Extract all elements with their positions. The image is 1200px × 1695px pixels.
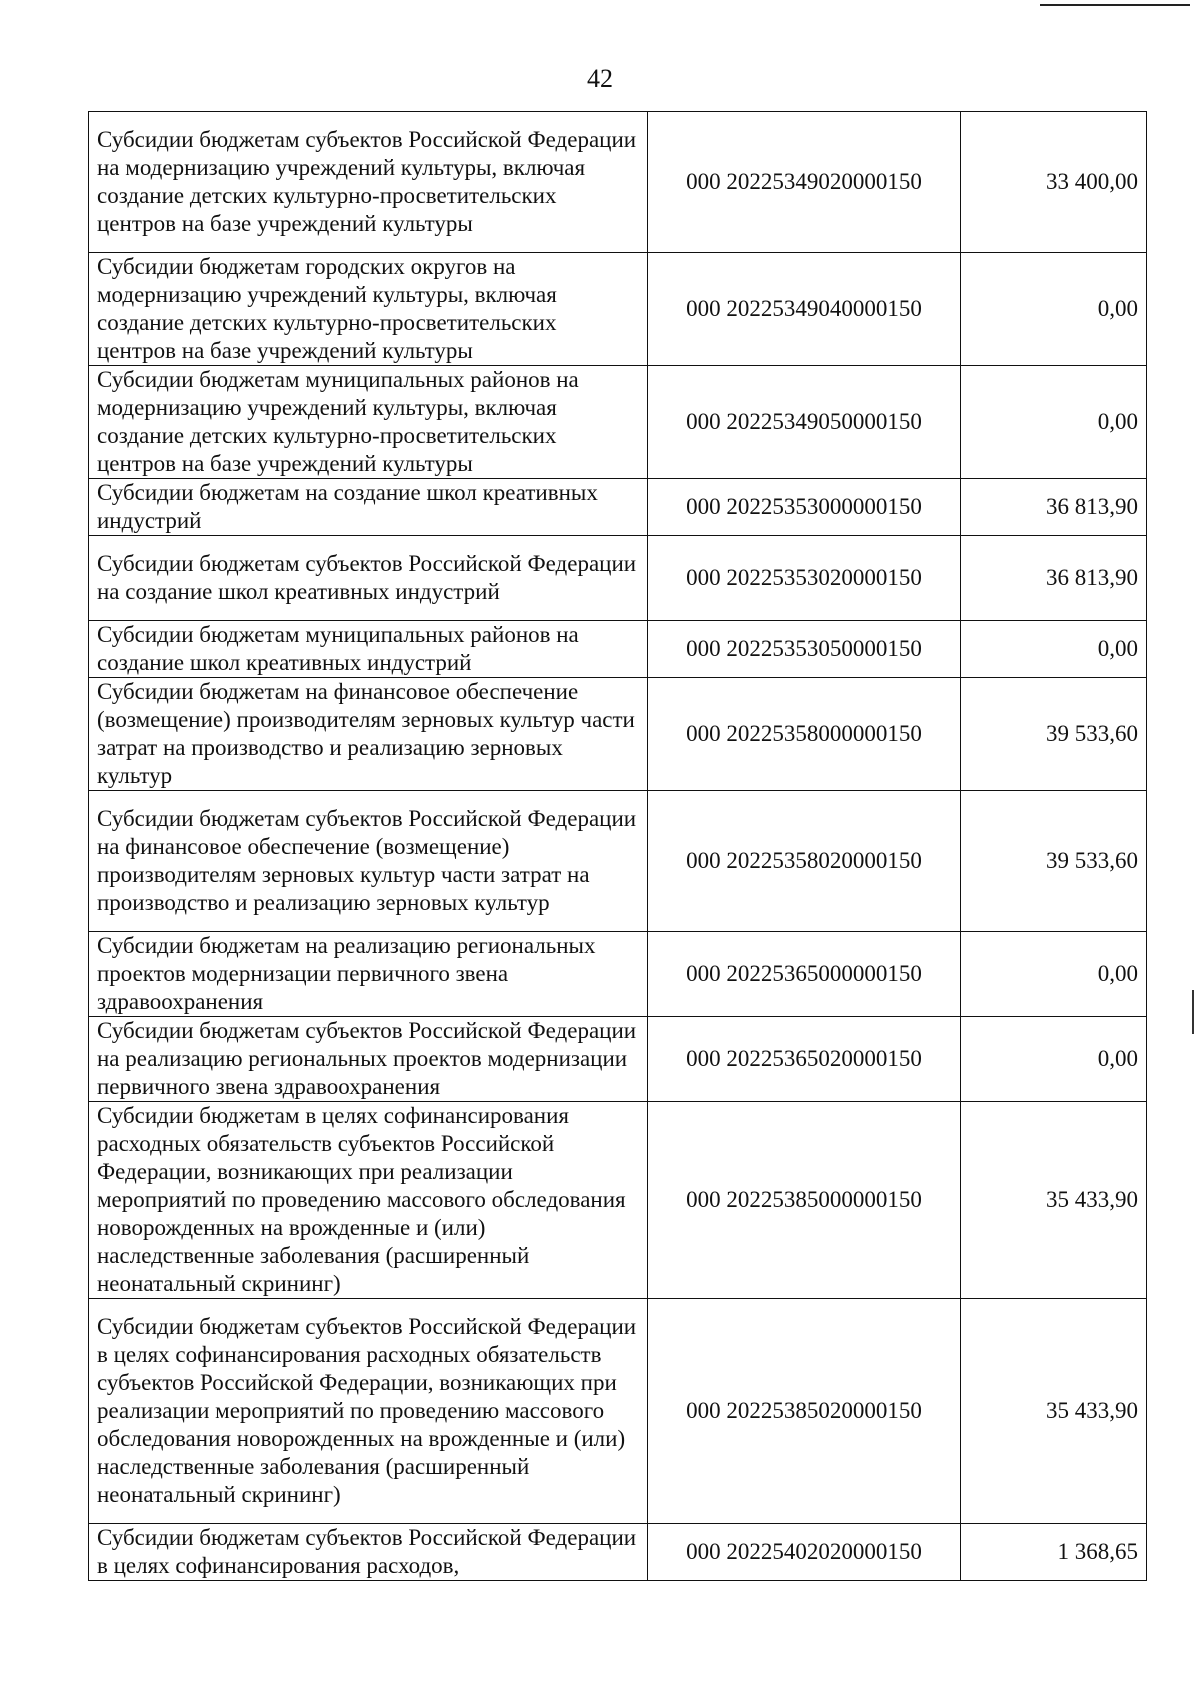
row-name-cell: Субсидии бюджетам субъектов Российской Федерации на финансовое обеспечение (возмещение) производителям зерновых культур части затрат на производство и реализацию зерновых культур [89, 791, 648, 932]
row-code-cell: 000 20225349050000150 [648, 366, 961, 479]
page-number: 42 [587, 64, 613, 93]
table-row [89, 479, 1147, 536]
row-amount-cell: 36 813,90 [961, 536, 1147, 621]
row-name-cell: Субсидии бюджетам субъектов Российской Федерации на реализацию региональных проектов модернизации первичного звена здравоохранения [89, 1017, 648, 1102]
row-code-cell: 000 20225358000000150 [648, 678, 961, 791]
table-row [89, 253, 1147, 366]
row-name-cell: Субсидии бюджетам городских округов на модернизацию учреждений культуры, включая создание детских культурно-просветительских центров на базе учреждений культуры [89, 253, 648, 366]
top-rule [1040, 4, 1190, 6]
row-code-cell: 000 20225349040000150 [648, 253, 961, 366]
row-name-cell: Субсидии бюджетам субъектов Российской Федерации на создание школ креативных индустрий [89, 536, 648, 621]
row-amount-cell: 0,00 [961, 366, 1147, 479]
table-row [89, 1524, 1147, 1581]
row-amount-cell: 0,00 [961, 621, 1147, 678]
row-code-cell: 000 20225402020000150 [648, 1524, 961, 1581]
table-row [89, 678, 1147, 791]
row-name-cell: Субсидии бюджетам в целях софинансирования расходных обязательств субъектов Российской Федерации, возникающих при реализации мероприятий по проведению массового обследования новорожденных на врожденные и (или) наследственные заболевания (расширенный неонатальный скрининг) [89, 1102, 648, 1299]
row-amount-cell: 36 813,90 [961, 479, 1147, 536]
row-amount-cell: 0,00 [961, 1017, 1147, 1102]
table-row [89, 536, 1147, 621]
table-row [89, 791, 1147, 932]
row-amount-cell: 0,00 [961, 932, 1147, 1017]
row-code-cell: 000 20225385000000150 [648, 1102, 961, 1299]
row-code-cell: 000 20225365000000150 [648, 932, 961, 1017]
row-code-cell: 000 20225365020000150 [648, 1017, 961, 1102]
table-row [89, 932, 1147, 1017]
row-name-cell: Субсидии бюджетам субъектов Российской Федерации в целях софинансирования расходных обязательств субъектов Российской Федерации, возникающих при реализации мероприятий по проведению массового обследования новорожденных на врожденные и (или) наследственные заболевания (расширенный неонатальный скрининг) [89, 1299, 648, 1524]
row-name-cell: Субсидии бюджетам на финансовое обеспечение (возмещение) производителям зерновых культур части затрат на производство и реализацию зерновых культур [89, 678, 648, 791]
budget-table [88, 111, 1147, 1581]
row-code-cell: 000 20225385020000150 [648, 1299, 961, 1524]
row-name-cell: Субсидии бюджетам на реализацию региональных проектов модернизации первичного звена здравоохранения [89, 932, 648, 1017]
table-row [89, 1017, 1147, 1102]
table-row [89, 1299, 1147, 1524]
row-code-cell: 000 20225353020000150 [648, 536, 961, 621]
row-code-cell: 000 20225353050000150 [648, 621, 961, 678]
row-name-cell: Субсидии бюджетам муниципальных районов на модернизацию учреждений культуры, включая создание детских культурно-просветительских центров на базе учреждений культуры [89, 366, 648, 479]
row-amount-cell: 35 433,90 [961, 1299, 1147, 1524]
row-name-cell: Субсидии бюджетам муниципальных районов на создание школ креативных индустрий [89, 621, 648, 678]
row-code-cell: 000 20225358020000150 [648, 791, 961, 932]
row-name-cell: Субсидии бюджетам субъектов Российской Федерации в целях софинансирования расходов, [89, 1524, 648, 1581]
scan-margin-mark [1192, 990, 1194, 1034]
table-row [89, 112, 1147, 253]
row-amount-cell: 39 533,60 [961, 791, 1147, 932]
row-name-cell: Субсидии бюджетам на создание школ креативных индустрий [89, 479, 648, 536]
row-amount-cell: 39 533,60 [961, 678, 1147, 791]
row-amount-cell: 33 400,00 [961, 112, 1147, 253]
row-amount-cell: 1 368,65 [961, 1524, 1147, 1581]
row-code-cell: 000 20225353000000150 [648, 479, 961, 536]
table-row [89, 366, 1147, 479]
table-row [89, 1102, 1147, 1299]
row-code-cell: 000 20225349020000150 [648, 112, 961, 253]
row-amount-cell: 35 433,90 [961, 1102, 1147, 1299]
table-row [89, 621, 1147, 678]
row-name-cell: Субсидии бюджетам субъектов Российской Федерации на модернизацию учреждений культуры, включая создание детских культурно-просветительских центров на базе учреждений культуры [89, 112, 648, 253]
row-amount-cell: 0,00 [961, 253, 1147, 366]
